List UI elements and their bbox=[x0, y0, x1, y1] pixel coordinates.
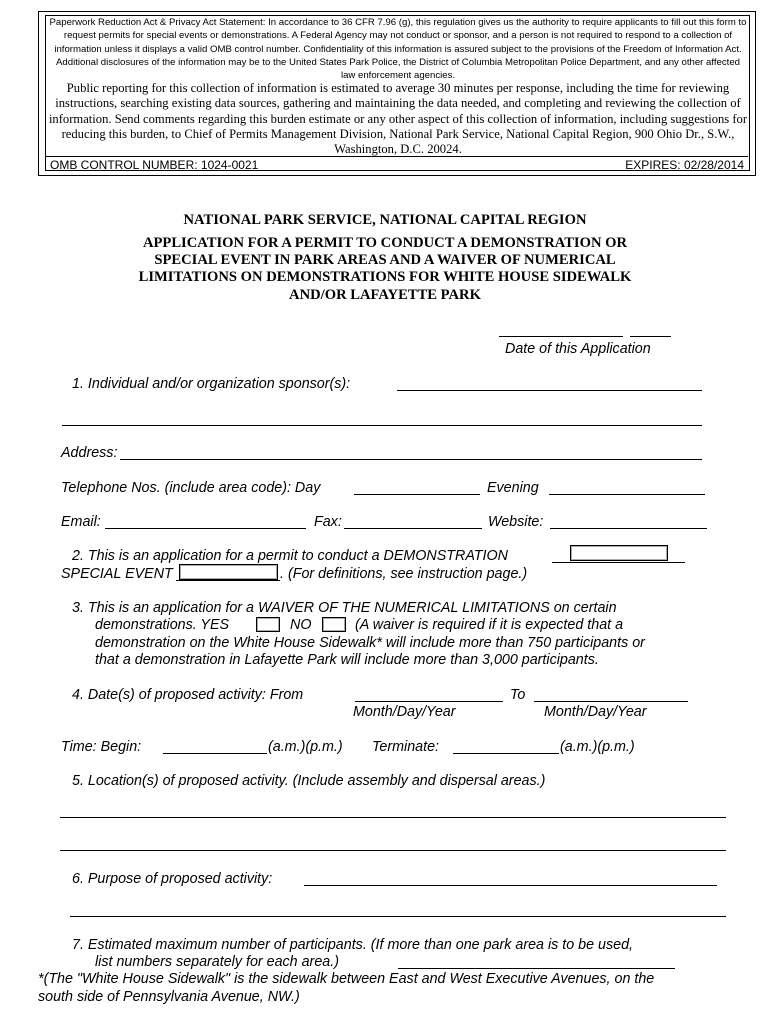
sponsor-field-line2[interactable] bbox=[62, 425, 702, 426]
q3-no-label: NO bbox=[290, 617, 312, 633]
terminate-label: Terminate: bbox=[372, 739, 440, 755]
time-begin-label: Time: Begin: bbox=[61, 739, 142, 755]
q4-label: 4. Date(s) of proposed activity: From bbox=[72, 687, 304, 703]
expiration-date: EXPIRES: 02/28/2014 bbox=[625, 158, 744, 172]
sponsor-label: 1. Individual and/or organization sponsor(s): bbox=[72, 376, 351, 392]
demonstration-line bbox=[552, 562, 685, 563]
email-label: Email: bbox=[61, 514, 101, 530]
website-field[interactable] bbox=[550, 528, 707, 529]
privacy-act-statement: Paperwork Reduction Act & Privacy Act Statement: In accordance to 36 CFR 7.96 (g), this regulation gives us the authority to require applicants to fill out this form to request permits for special events or demonstrations. A Federal Agency may not conduct or sponsor, and a person is not required to respond to a collection of information unless it displays a valid OMB control number. Confidentiality of this information is assured subject to the provisions of the Freedom of Information Act. Additional disclosures of the information may be to the United States Park Police, the District of Columbia Metropolitan Police Department, and any other affected law enforcement agencies. bbox=[49, 17, 747, 82]
purpose-field-line2[interactable] bbox=[70, 916, 726, 917]
to-date-hint: Month/Day/Year bbox=[544, 704, 647, 720]
terminate-ampm: (a.m.)(p.m.) bbox=[560, 739, 635, 755]
q6-label: 6. Purpose of proposed activity: bbox=[72, 871, 273, 887]
address-field[interactable] bbox=[120, 459, 702, 460]
special-event-line bbox=[176, 580, 280, 581]
date-field-line-1[interactable] bbox=[499, 336, 623, 337]
footnote-line1: *(The "White House Sidewalk" is the sidewalk between East and West Executive Avenues, on the bbox=[38, 971, 655, 987]
address-label: Address: bbox=[61, 445, 118, 461]
fax-label: Fax: bbox=[314, 514, 342, 530]
fax-field[interactable] bbox=[344, 528, 482, 529]
footnote-line2: south side of Pennsylvania Avenue, NW.) bbox=[38, 989, 300, 1005]
to-label: To bbox=[510, 687, 526, 703]
q3-line3: demonstration on the White House Sidewalk* will include more than 750 participants or bbox=[95, 635, 645, 651]
q3-line4: that a demonstration in Lafayette Park will include more than 3,000 participants. bbox=[95, 652, 599, 668]
special-event-label: SPECIAL EVENT bbox=[61, 566, 173, 582]
q3-waiver-note: (A waiver is required if it is expected that a bbox=[355, 617, 624, 633]
demonstration-checkbox[interactable] bbox=[570, 545, 668, 561]
form-title-line1: APPLICATION FOR A PERMIT TO CONDUCT A DEMONSTRATION OR bbox=[142, 235, 628, 251]
q5-label: 5. Location(s) of proposed activity. (Include assembly and dispersal areas.) bbox=[72, 773, 546, 789]
q3-demonstrations-yes: demonstrations. YES bbox=[95, 617, 230, 633]
agency-title: NATIONAL PARK SERVICE, NATIONAL CAPITAL REGION bbox=[183, 212, 587, 228]
q2-line1: 2. This is an application for a permit to conduct a DEMONSTRATION bbox=[72, 548, 508, 564]
burden-statement: Public reporting for this collection of information is estimated to average 30 minutes per response, including the time for reviewing instructions, searching existing data sources, gathering and maintaining the data needed, and completing and reviewing the collection of information. Send comments regarding this burden estimate or any other aspect of this collection of information, including suggestions for reducing this burden, to Chief of Permits Management Division, National Park Service, National Capital Region, 900 Ohio Dr., S.W., Washington, D.C. 20024. bbox=[48, 81, 748, 157]
q3-line1: 3. This is an application for a WAIVER OF THE NUMERICAL LIMITATIONS on certain bbox=[72, 600, 617, 616]
q7-line1: 7. Estimated maximum number of participants. (If more than one park area is to be used, bbox=[72, 937, 634, 953]
email-field[interactable] bbox=[105, 528, 306, 529]
day-phone-field[interactable] bbox=[354, 494, 480, 495]
form-title-line3: LIMITATIONS ON DEMONSTRATIONS FOR WHITE HOUSE SIDEWALK bbox=[138, 269, 632, 285]
waiver-no-checkbox[interactable] bbox=[322, 617, 346, 632]
date-field-line-2[interactable] bbox=[630, 336, 671, 337]
evening-label: Evening bbox=[487, 480, 539, 496]
begin-ampm: (a.m.)(p.m.) bbox=[268, 739, 343, 755]
website-label: Website: bbox=[488, 514, 544, 530]
q2-definitions-note: . (For definitions, see instruction page.) bbox=[280, 566, 528, 582]
omb-row bbox=[46, 156, 748, 172]
from-date-field[interactable] bbox=[355, 701, 503, 702]
evening-phone-field[interactable] bbox=[549, 494, 705, 495]
date-label: Date of this Application bbox=[505, 341, 651, 357]
form-title-line2: SPECIAL EVENT IN PARK AREAS AND A WAIVER OF NUMERICAL bbox=[154, 252, 616, 268]
special-event-checkbox[interactable] bbox=[179, 564, 278, 580]
form-title-line4: AND/OR LAFAYETTE PARK bbox=[289, 287, 481, 303]
purpose-field[interactable] bbox=[304, 885, 717, 886]
q7-line2: list numbers separately for each area.) bbox=[95, 954, 339, 970]
begin-time-field[interactable] bbox=[163, 753, 267, 754]
participants-field[interactable] bbox=[398, 968, 675, 969]
omb-control-number: OMB CONTROL NUMBER: 1024-0021 bbox=[50, 158, 259, 172]
telephone-label: Telephone Nos. (include area code): Day bbox=[61, 480, 321, 496]
from-date-hint: Month/Day/Year bbox=[353, 704, 456, 720]
location-field-line1[interactable] bbox=[60, 817, 726, 818]
sponsor-field[interactable] bbox=[397, 390, 702, 391]
location-field-line2[interactable] bbox=[60, 850, 726, 851]
terminate-time-field[interactable] bbox=[453, 753, 559, 754]
to-date-field[interactable] bbox=[534, 701, 688, 702]
waiver-yes-checkbox[interactable] bbox=[256, 617, 280, 632]
